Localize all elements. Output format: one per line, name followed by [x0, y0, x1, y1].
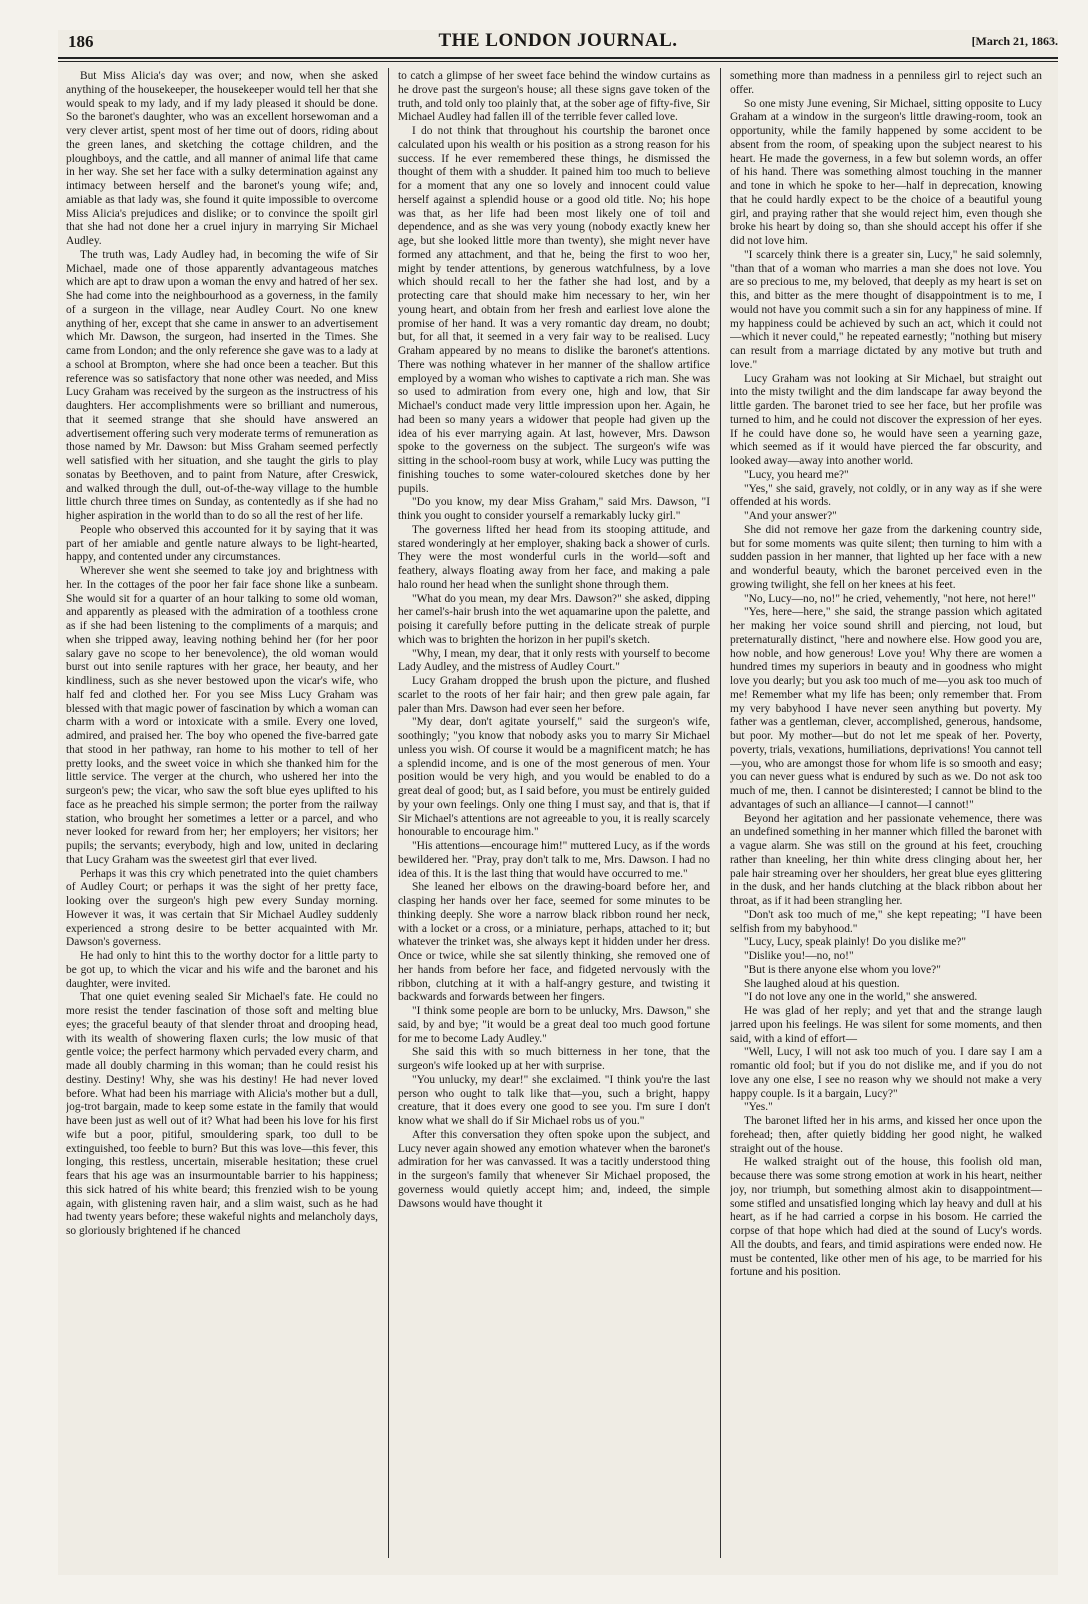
paragraph: Lucy Graham dropped the brush upon the picture, and flushed scarlet to the roots of her fair hair; and then grew pale again, far paler than Mrs. Dawson had ever seen her before. — [398, 675, 710, 715]
paragraph: The truth was, Lady Audley had, in becoming the wife of Sir Michael, made one of those apparently advantageous matches which are apt to draw upon a woman the envy and hatred of her sex. She had come into the neighbourhood as a governess, in the family of a surgeon in the village, near Audley Court. No one knew anything of her, except that she came in answer to an advertisement which Mr. Dawson, the surgeon, had inserted in the Times. She came from London; and the only reference she gave was to a lady at a school at Brompton, where she had once been a teacher. But this reference was so satisfactory that none other was needed, and Miss Lucy Graham was received by the surgeon as the instructress of his daughters. Her accomplishments were so brilliant and numerous, that it seemed strange that she should have answered an advertisement offering such very moderate terms of remuneration as those named by Mr. Dawson: but Miss Graham seemed perfectly well satisfied with her situation, and she taught the girls to play sonatas by Beethoven, and to paint from Nature, after Creswick, and walked through the dull, out-of-the-way village to the humble little church three times on Sunday, as contentedly as if she had no higher aspiration in the world than to do so all the rest of her life. — [66, 248, 378, 522]
paragraph: She leaned her elbows on the drawing-board before her, and clasping her hands over her face, seemed for some minutes to be thinking deeply. She wore a narrow black ribbon round her neck, with a locket or a cross, or a miniature, perhaps, attached to it; but whatever the trinket was, she always kept it hidden under her dress. Once or twice, while she sat silently thinking, she removed one of her hands from before her face, and fidgeted nervously with the ribbon, clutching at it with a half-angry gesture, and twisting it backwards and forwards between her fingers. — [398, 881, 710, 1004]
paragraph: "Dislike you!—no, no!" — [744, 950, 854, 962]
paragraph: Perhaps it was this cry which penetrated into the quiet chambers of Audley Court; or perhaps it was the sight of her pretty face, looking over the surgeon's high pew every Sunday morning. However it was, it was certain that Sir Michael Audley suddenly experienced a strong desire to be better acquainted with Mr. Dawson's governess. — [66, 867, 378, 949]
paragraph: I do not think that throughout his courtship the baronet once calculated upon his wealth or his position as a strong reason for his success. If he ever remembered these things, he dismissed the thought of them with a shudder. It pained him too much to believe for a moment that any one so lovely and innocent could value herself against a splendid house or a good old title. No; his hope was that, as her life had been most likely one of toil and dependence, and as she was very young (nobody exactly knew her age, but she looked little more than twenty), she might never have formed any attachment, and that he, being the first to woo her, might by tender attentions, by generous watchfulness, by a love which should recall to her the father she had lost, and by a protecting care that should make him necessary to her, win her young heart, and obtain from her fresh and earliest love alone the promise of her hand. It was a very romantic day dream, no doubt; but, for all that, it seemed in a very fair way to be realised. Lucy Graham appeared by no means to dislike the baronet's attentions. There was nothing whatever in her manner of the shallow artifice employed by a woman who wishes to captivate a rich man. She was so used to admiration from every one, high and low, that Sir Michael's conduct made very little impression upon her. Again, he had been so many years a widower that people had given up the idea of his ever marrying again. At last, however, Mrs. Dawson spoke to the governess on the subject. The surgeon's wife was sitting in the school-room busy at work, while Lucy was putting the finishing touches to some water-coloured sketches done by her pupils. — [398, 125, 710, 495]
paragraph: He was glad of her reply; and yet that and the strange laugh jarred upon his feelings. He was silent for some moments, and then said, with a kind of effort— — [730, 1005, 1042, 1045]
paragraph: "No, Lucy—no, no!" he cried, vehemently, "not here, not here!" — [744, 592, 1036, 605]
paragraph: "My dear, don't agitate yourself," said the surgeon's wife, soothingly; "you know that nobody asks you to marry Sir Michael unless you wish. Of course it would be a magnificent match; he has a splendid income, and is one of the most generous of men. Your position would be very high, and you would be enabled to do a great deal of good; but, as I said before, you must be entirely guided by your own feelings. Only one thing I must say, and that is, that if Sir Michael's attentions are not agreeable to you, it is really scarcely honourable to encourage him." — [398, 716, 710, 839]
paragraph: She laughed aloud at his question. — [744, 977, 900, 990]
column-1 — [66, 70, 378, 1550]
header-rule-thin — [58, 61, 1058, 62]
paragraph: The governess lifted her head from its stooping attitude, and stared wonderingly at her employer, shaking back a shower of curls. They were the most wonderful curls in the world—soft and feathery, always floating away from her face, and making a pale halo round her head when the sunlight shone through them. — [398, 523, 710, 591]
paragraph: "Don't ask too much of me," she kept repeating; "I have been selfish from my babyhood." — [730, 908, 1042, 935]
paragraph: "I do not love any one in the world," she answered. — [744, 991, 978, 1004]
paragraph: Beyond her agitation and her passionate vehemence, there was an undefined something in her manner which filled the baronet with a vague alarm. She was still on the ground at his feet, crouching rather than kneeling, her thin white dress clinging about her, her pale hair streaming over her shoulders, her great blue eyes glittering in the dusk, and her hands clutching at the black ribbon about her throat, as if it had been strangling her. — [730, 812, 1042, 907]
paragraph: "Well, Lucy, I will not ask too much of you. I dare say I am a romantic old fool; but if you do not dislike me, and if you do not love any one else, I see no reason why we should not make a very happy couple. Is it a bargain, Lucy?" — [730, 1046, 1042, 1100]
paragraph: After this conversation they often spoke upon the subject, and Lucy never again showed any emotion whatever when the baronet's admiration for her was canvassed. It was a tacitly understood thing in the surgeon's family that whenever Sir Michael proposed, the governess would quietly accept him; and, indeed, the simple Dawsons would have thought it — [398, 1128, 710, 1210]
column-2 — [398, 70, 710, 1550]
newspaper-page — [58, 30, 1058, 1575]
paragraph: "And your answer?" — [744, 510, 837, 522]
paragraph: something more than madness in a penniless girl to reject such an offer. — [730, 70, 1042, 96]
paragraph: "Lucy, Lucy, speak plainly! Do you dislike me?" — [744, 936, 966, 949]
paragraph: "You unlucky, my dear!" she exclaimed. "I think you're the last person who ought to talk like that—you, such a bright, happy creature, that it does every one good to see you. I'm sure I don't know what we shall do if Sir Michael robs us of you." — [398, 1073, 710, 1127]
header-rule — [58, 57, 1058, 59]
paragraph: "Why, I mean, my dear, that it only rests with yourself to become Lady Audley, and the mistress of Audley Court." — [398, 647, 710, 674]
paragraph: "Do you know, my dear Miss Graham," said Mrs. Dawson, "I think you ought to consider yourself a remarkably lucky girl." — [398, 496, 710, 522]
paragraph: He had only to hint this to the worthy doctor for a little party to be got up, to which the vicar and his wife and the baronet and his daughter, were invited. — [66, 950, 378, 990]
paragraph: Wherever she went she seemed to take joy and brightness with her. In the cottages of the poor her fair face shone like a sunbeam. She would sit for a quarter of an hour talking to some old woman, and apparently as pleased with the admiration of a toothless crone as if she had been listening to the compliments of a marquis; and when she tripped away, leaving nothing behind her (for her poor salary gave no scope to her benevolence), the old woman would burst out into senile raptures with her grace, her beauty, and her kindliness, such as she never bestowed upon the vicar's wife, who half fed and clothed her. For you see Miss Lucy Graham was blessed with that magic power of fascination by which a woman can charm with a word or intoxicate with a smile. Every one loved, admired, and praised her. The boy who opened the five-barred gate that stood in her pathway, ran home to his mother to tell of her pretty looks, and the sweet voice in which she thanked him for the little service. The verger at the church, who ushered her into the surgeon's pew; the vicar, who saw the soft blue eyes uplifted to his face as he preached his simple sermon; the porter from the railway station, who brought her sometimes a letter or a parcel, and who never looked for reward from her; her employers; her visitors; her pupils; the servants; everybody, high and low, united in declaring that Lucy Graham was the sweetest girl that ever lived. — [66, 565, 378, 866]
column-divider — [388, 68, 389, 1558]
column-3 — [730, 70, 1042, 1550]
paragraph: Lucy Graham was not looking at Sir Michael, but straight out into the misty twilight and the dim landscape far away beyond the little garden. The baronet tried to see her face, but her profile was turned to him, and he could not discover the expression of her eyes. If he could have done so, he would have seen a yearning gaze, which seemed as if it would have pierced the far obscurity, and looked away—away into another world. — [730, 372, 1042, 467]
paragraph: "But is there anyone else whom you love?" — [744, 963, 941, 976]
page-number: 186 — [68, 32, 94, 51]
paragraph: She said this with so much bitterness in her tone, that the surgeon's wife looked up at her with surprise. — [398, 1046, 710, 1072]
paragraph: The baronet lifted her in his arms, and kissed her once upon the forehead; then, after quietly bidding her good night, he walked straight out of the house. — [730, 1115, 1042, 1155]
paragraph: People who observed this accounted for it by saying that it was part of her amiable and gentle nature always to be light-hearted, happy, and contented under any circumstances. — [66, 523, 378, 564]
paragraph: So one misty June evening, Sir Michael, sitting opposite to Lucy Graham at a window in the surgeon's little drawing-room, took an opportunity, while the family happened by some accident to be absent from the room, of speaking upon the subject nearest to his heart. He made the governess, in a few but solemn words, an offer of his hand. There was something almost touching in the manner and tone in which he spoke to her—half in deprecation, knowing that he could hardly expect to be the choice of a beautiful young girl, and praying rather that she would reject him, even though she broke his heart by doing so, than she should accept his offer if she did not love him. — [730, 97, 1042, 247]
paragraph: to catch a glimpse of her sweet face behind the window curtains as he drove past the surgeon's house; all these signs gave token of the truth, and told only too plainly that, at the sober age of fifty-five, Sir Michael Audley had fallen ill of the terrible fever called love. — [398, 70, 710, 124]
paragraph: "Yes," she said, gravely, not coldly, or in any way as if she were offended at his words. — [730, 482, 1042, 509]
paragraph: "I think some people are born to be unlucky, Mrs. Dawson," she said, by and bye; "it would be a great deal too much good fortune for me to become Lady Audley." — [398, 1005, 710, 1045]
paragraph: "Lucy, you heard me?" — [744, 468, 849, 481]
paragraph: But Miss Alicia's day was over; and now, when she asked anything of the housekeeper, the housekeeper would tell her that she would speak to my lady, and if my lady pleased it should be done. So the baronet's daughter, who was an excellent horsewoman and a very clever artist, spent most of her time out of doors, riding about the green lanes, and sketching the cottage children, and the ploughboys, and the cattle, and all manner of animal life that came in her way. She set her face with a sulky determination against any intimacy between herself and the baronet's young wife; and, amiable as that lady was, she found it quite impossible to overcome Miss Alicia's prejudices and dislike; or to convince the spoilt girl that she had not done her a cruel injury in marrying Sir Michael Audley. — [66, 70, 378, 247]
paragraph: "What do you mean, my dear Mrs. Dawson?" she asked, dipping her camel's-hair brush into the wet aquamarine upon the palette, and poising it carefully before putting in the delicate streak of purple which was to brighten the horizon in her pupil's sketch. — [398, 592, 710, 646]
paragraph: "I scarcely think there is a greater sin, Lucy," he said solemnly, "than that of a woman who marries a man she does not love. You are so precious to me, my beloved, that deeply as my heart is set on this, and bitter as the mere thought of disappointment is to me, I would not have you commit such a sin for any happiness of mine. If my happiness could be achieved by such an act, which it could not—which it never could," he repeated earnestly; "nothing but misery can result from a marriage dictated by any motive but truth and love." — [730, 248, 1042, 371]
paragraph: "Yes." — [744, 1101, 773, 1114]
paragraph: She did not remove her gaze from the darkening country side, but for some moments was quite silent; then turning to him with a sudden passion in her manner, that lighted up her face with a new and wonderful beauty, which the baronet perceived even in the growing twilight, she fell on her knees at his feet. — [730, 523, 1042, 591]
page-header — [58, 30, 1058, 58]
issue-date: [March 21, 1863. — [971, 34, 1058, 48]
column-divider — [720, 68, 721, 1558]
paragraph: "His attentions—encourage him!" muttered Lucy, as if the words bewildered her. "Pray, pray don't talk to me, Mrs. Dawson. I had no idea of this. It is the last thing that would have occurred to me." — [398, 840, 710, 880]
paragraph: "Yes, here—here," she said, the strange passion which agitated her making her voice sound shrill and piercing, not loud, but preternaturally distinct, "here and nowhere else. How good you are, how noble, and how generous! Love you! Why there are women a hundred times my superiors in beauty and in goodness who might love you dearly; but you ask too much of me—you ask too much of me! Remember what my life has been; only remember that. From my very babyhood I have never seen anything but poverty. My father was a gentleman, clever, accomplished, generous, handsome, but poor. My mother—but do not let me speak of her. Poverty, poverty, trials, vexations, humiliations, deprivations! You cannot tell—you, who are amongst those for whom life is so smooth and easy; you can never guess what is endured by such as we. Do not ask too much of me, then. I cannot be disinterested; I cannot be blind to the advantages of such an alliance—I cannot—I cannot!" — [730, 606, 1042, 811]
paragraph: He walked straight out of the house, this foolish old man, because there was some strong emotion at work in his heart, neither joy, nor triumph, but something almost akin to disappointment—some stifled and unsatisfied longing which lay heavy and dull at his heart, as if he had carried a corpse in his bosom. He carried the corpse of that hope which had died at the sound of Lucy's words. All the doubts, and fears, and timid aspirations were ended now. He must be contented, like other men of his age, to be married for his fortune and his position. — [730, 1156, 1042, 1279]
paragraph: That one quiet evening sealed Sir Michael's fate. He could no more resist the tender fascination of those soft and melting blue eyes; the graceful beauty of that slender throat and drooping head, with its wealth of showering flaxen curls; the low music of that gentle voice; the perfect harmony which pervaded every charm, and made all doubly charming in this woman; than he could resist his destiny. Destiny! Why, she was his destiny! He had never loved before. What had been his marriage with Alicia's mother but a dull, jog-trot bargain, made to keep some estate in the family that would have been just as well out of it? What had been his love for his first wife but a poor, pitiful, smouldering spark, too dull to be extinguished, too feeble to burn? But this was love—this fever, this longing, this restless, uncertain, miserable hesitation; these cruel fears that his age was an insurmountable barrier to his happiness; this sick hatred of his white beard; this frenzied wish to be young again, with glistening raven hair, and a slim waist, such as he had had twenty years before; these wakeful nights and melancholy days, so gloriously brightened if he chanced — [66, 991, 378, 1237]
journal-title: THE LONDON JOURNAL. — [438, 30, 678, 51]
